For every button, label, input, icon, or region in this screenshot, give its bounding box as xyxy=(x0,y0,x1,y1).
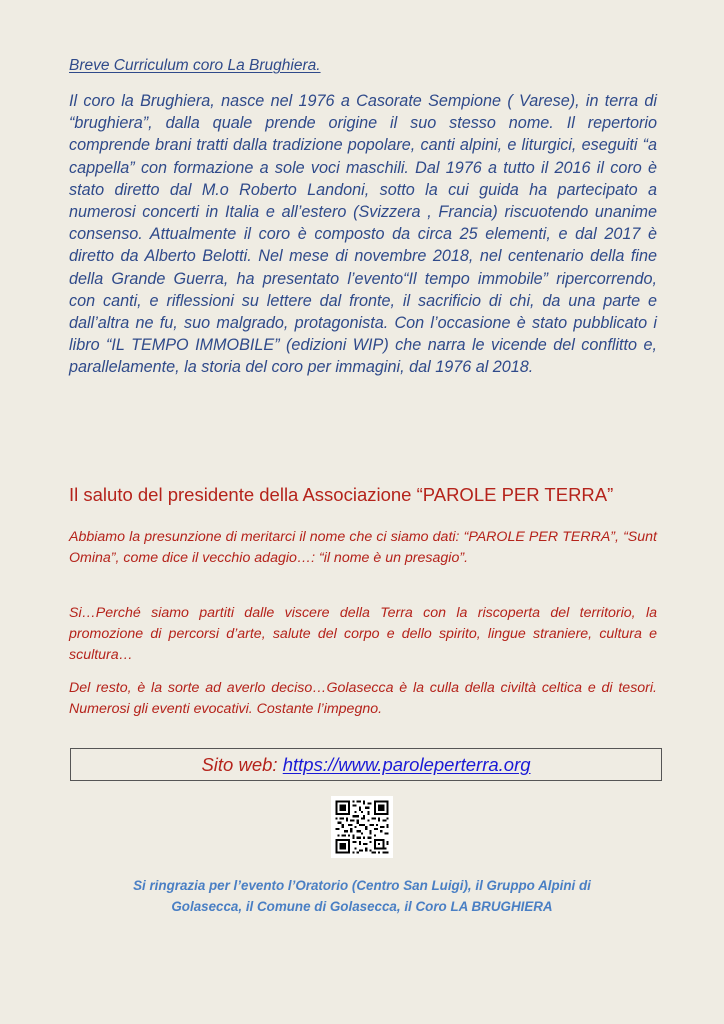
president-paragraph-2: Si…Perché siamo partiti dalle viscere della Terra con la riscoperta del territorio, la promozione di percorsi d’arte, salute del corpo e dello spirito, lingue straniere, cultura e scultura… xyxy=(69,605,657,663)
website-box xyxy=(70,748,662,781)
thanks-note xyxy=(60,876,664,917)
website-link[interactable]: https://www.paroleperterra.org xyxy=(282,754,531,775)
curriculum-body: Il coro la Brughiera, nasce nel 1976 a Casorate Sempione ( Varese), in terra di “brughiera”, dalla quale prende origine il suo stesso nome. Il repertorio comprende brani tratti dalla tradizione popolare, canti alpini, e liturgici, eseguiti “a cappella” con formazione a sole voci maschili. Dal 1976 a tutto il 2016 il coro è stato diretto dal M.o Roberto Landoni, sotto la cui guida ha partecipato a numerosi concerti in Italia e all’estero (Svizzera , Francia) riscuotendo unanime consenso. Attualmente il coro è composto da circa 25 elementi, e dal 2017 è diretto da Alberto Belotti. Nel mese di novembre 2018, nel centenario della fine della Grande Guerra, ha presentato l’evento“Il tempo immobile” ripercorrendo, con canti, e riflessioni su lettere dal fronte, il sacrificio di chi, da una parte e dall’altra ne fu, suo malgrado, protagonista. Con l’occasione è stato pubblicato i libro “IL TEMPO IMMOBILE” (edizioni WIP) che narra le vicende del conflitto e, parallelamente, la storia del coro per immagini, dal 1976 al 2018. xyxy=(69,92,657,377)
president-heading: Il saluto del presidente della Associazione “PAROLE PER TERRA” xyxy=(69,484,614,505)
website-label: Sito web: xyxy=(201,754,283,775)
qr-code-icon xyxy=(331,796,393,858)
thanks-line-1: Si ringrazia per l’evento l’Oratorio (Centro San Luigi), il Gruppo Alpini di xyxy=(133,878,591,893)
president-paragraph-1: Abbiamo la presunzione di meritarci il nome che ci siamo dati: “PAROLE PER TERRA”, “Sunt Omina”, come dice il vecchio adagio…: “il nome è un presagio”. xyxy=(69,529,657,566)
qr-code-graphic xyxy=(331,796,393,858)
president-paragraph-3: Del resto, è la sorte ad averlo deciso…Golasecca è la culla della civiltà celtica e di tesori. Numerosi gli eventi evocativi. Costante l’impegno. xyxy=(69,680,657,717)
curriculum-title: Breve Curriculum coro La Brughiera. xyxy=(69,57,321,74)
thanks-line-2: Golasecca, il Comune di Golasecca, il Coro LA BRUGHIERA xyxy=(171,898,553,914)
